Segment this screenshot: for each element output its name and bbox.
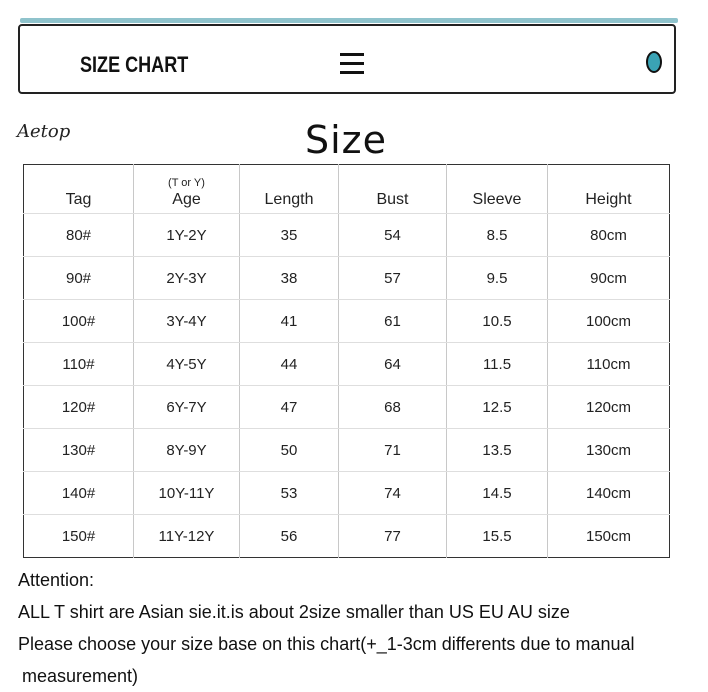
cell-age: 4Y-5Y	[134, 343, 240, 386]
cell-length: 47	[240, 386, 339, 429]
age-unit-note: (T or Y)	[168, 177, 205, 189]
cell-age: 2Y-3Y	[134, 257, 240, 300]
table-row	[24, 472, 670, 515]
cell-sleeve: 15.5	[447, 515, 548, 558]
table-row	[24, 515, 670, 558]
cell-length: 38	[240, 257, 339, 300]
cell-height: 110cm	[548, 343, 670, 386]
header-accent-line	[20, 18, 678, 23]
attention-heading: Attention:	[18, 570, 95, 590]
cell-height: 100cm	[548, 300, 670, 343]
cell-bust: 57	[339, 257, 447, 300]
cell-age: 11Y-12Y	[134, 515, 240, 558]
cell-bust: 74	[339, 472, 447, 515]
cell-tag: 140#	[24, 472, 134, 515]
cell-length: 41	[240, 300, 339, 343]
cell-tag: 100#	[24, 300, 134, 343]
cell-length: 44	[240, 343, 339, 386]
table-row	[24, 429, 670, 472]
table-header-row	[24, 165, 670, 214]
col-header-sleeve: Sleeve	[447, 165, 548, 214]
cell-bust: 77	[339, 515, 447, 558]
page-title: Size	[305, 118, 388, 162]
cell-length: 56	[240, 515, 339, 558]
cell-age: 3Y-4Y	[134, 300, 240, 343]
attention-line: measurement)	[22, 666, 139, 686]
cell-bust: 71	[339, 429, 447, 472]
cell-age: 6Y-7Y	[134, 386, 240, 429]
table-row	[24, 343, 670, 386]
cell-tag: 130#	[24, 429, 134, 472]
cell-bust: 68	[339, 386, 447, 429]
cell-bust: 64	[339, 343, 447, 386]
col-header-height: Height	[548, 165, 670, 214]
menu-icon[interactable]	[340, 53, 364, 75]
cell-tag: 110#	[24, 343, 134, 386]
table-row	[24, 386, 670, 429]
cell-age: 8Y-9Y	[134, 429, 240, 472]
cell-height: 130cm	[548, 429, 670, 472]
table-row	[24, 214, 670, 257]
col-header-length: Length	[240, 165, 339, 214]
col-header-age	[134, 165, 240, 214]
header-title: SIZE CHART	[80, 52, 189, 77]
cell-sleeve: 9.5	[447, 257, 548, 300]
brand-label: Aetop	[17, 121, 71, 142]
table-row	[24, 300, 670, 343]
attention-line: Please choose your size base on this chart(+_1-3cm differents due to manual	[18, 634, 635, 654]
cell-height: 90cm	[548, 257, 670, 300]
cell-sleeve: 10.5	[447, 300, 548, 343]
cell-height: 140cm	[548, 472, 670, 515]
cell-length: 35	[240, 214, 339, 257]
attention-line: ALL T shirt are Asian sie.it.is about 2size smaller than US EU AU size	[18, 602, 570, 622]
cell-sleeve: 14.5	[447, 472, 548, 515]
size-table	[23, 164, 670, 558]
header-bar	[18, 24, 676, 94]
cell-tag: 120#	[24, 386, 134, 429]
col-header-tag: Tag	[24, 165, 134, 214]
cell-height: 120cm	[548, 386, 670, 429]
age-label: Age	[172, 191, 201, 208]
circle-icon[interactable]	[646, 51, 662, 73]
cell-tag: 150#	[61, 527, 96, 545]
col-header-bust: Bust	[339, 165, 447, 214]
cell-bust: 61	[339, 300, 447, 343]
cell-length: 50	[240, 429, 339, 472]
cell-sleeve: 11.5	[447, 343, 548, 386]
cell-sleeve: 12.5	[447, 386, 548, 429]
cell-tag: 90#	[24, 257, 134, 300]
cell-height: 150cm	[548, 515, 670, 558]
cell-tag: 80#	[24, 214, 134, 257]
cell-bust: 54	[339, 214, 447, 257]
table-row	[24, 257, 670, 300]
cell-sleeve: 8.5	[447, 214, 548, 257]
cell-length: 53	[240, 472, 339, 515]
cell-age: 10Y-11Y	[134, 472, 240, 515]
attention-notes	[18, 564, 698, 692]
cell-height: 80cm	[548, 214, 670, 257]
cell-age: 1Y-2Y	[134, 214, 240, 257]
cell-sleeve: 13.5	[447, 429, 548, 472]
